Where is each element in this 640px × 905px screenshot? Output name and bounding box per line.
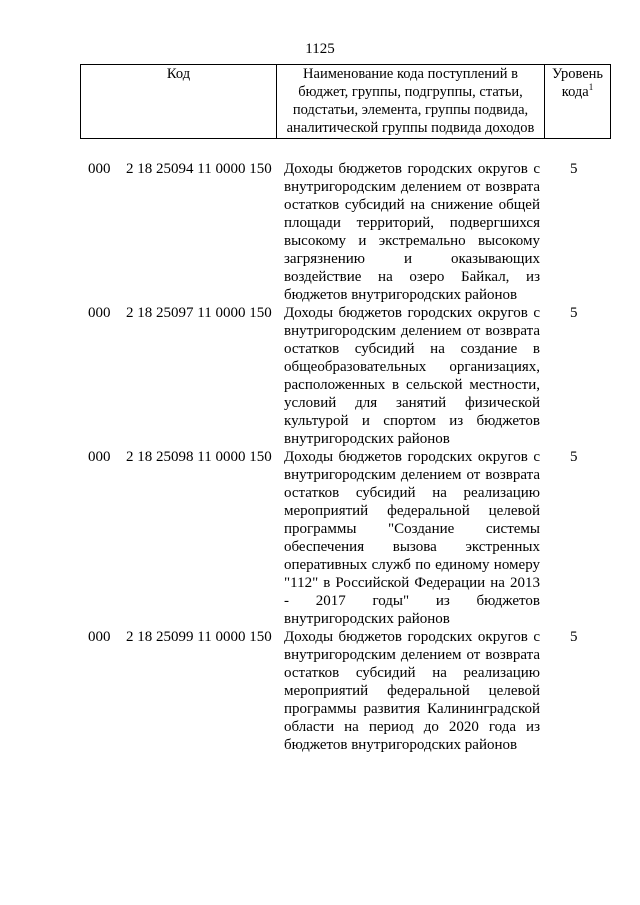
table-row <box>80 628 610 754</box>
header-level-footnote: 1 <box>588 82 594 93</box>
admin-code: 000 <box>88 449 111 465</box>
header-level-label: Уровень кода <box>551 66 604 100</box>
table-row <box>80 304 610 448</box>
header-name: Наименование кода поступлений в бюджет, группы, подгруппы, статьи, подстатьи, элемента, группы подвида, аналитической группы подвида доходов <box>277 65 545 139</box>
table-row <box>80 160 610 304</box>
budget-code: 2 18 25099 11 0000 150 <box>126 629 272 645</box>
table-body <box>80 160 610 754</box>
code-level: 5 <box>570 305 578 321</box>
page-number: 1125 <box>305 41 335 57</box>
budget-code: 2 18 25094 11 0000 150 <box>126 161 272 177</box>
code-name: Доходы бюджетов городских округов с внутригородским делением от возврата остатков субсидий на реализацию мероприятий федеральной целевой программы развития Калининградской области на период до 2020 года из бюджетов внутригородских районов <box>284 629 540 753</box>
admin-code: 000 <box>88 305 111 321</box>
budget-code: 2 18 25098 11 0000 150 <box>126 449 272 465</box>
code-name: Доходы бюджетов городских округов с внутригородским делением от возврата остатков субсидий на реализацию мероприятий федеральной целевой программы "Создание системы обеспечения вызова экстренных оперативных служб по единому номеру "112" в Российской Федерации на 2013 - 2017 годы" из бюджетов внутригородских районов <box>284 449 540 627</box>
code-level: 5 <box>570 449 578 465</box>
code-name: Доходы бюджетов городских округов с внутригородским делением от возврата остатков субсидий на снижение общей площади территорий, подвергшихся высокому и экстремально высокому загрязнению и оказывающих воздействие на озеро Байкал, из бюджетов внутригородских районов <box>284 161 540 303</box>
code-level: 5 <box>570 161 578 177</box>
admin-code: 000 <box>88 629 111 645</box>
header-code: Код <box>81 65 277 139</box>
admin-code: 000 <box>88 161 111 177</box>
budget-code: 2 18 25097 11 0000 150 <box>126 305 272 321</box>
code-name: Доходы бюджетов городских округов с внутригородским делением от возврата остатков субсидий на создание в общеобразовательных организациях, расположенных в сельской местности, условий для занятий физической культурой и спортом из бюджетов внутригородских районов <box>284 305 540 447</box>
header-level <box>545 65 611 139</box>
table-row <box>80 448 610 628</box>
code-level: 5 <box>570 629 578 645</box>
table-header <box>80 64 611 139</box>
